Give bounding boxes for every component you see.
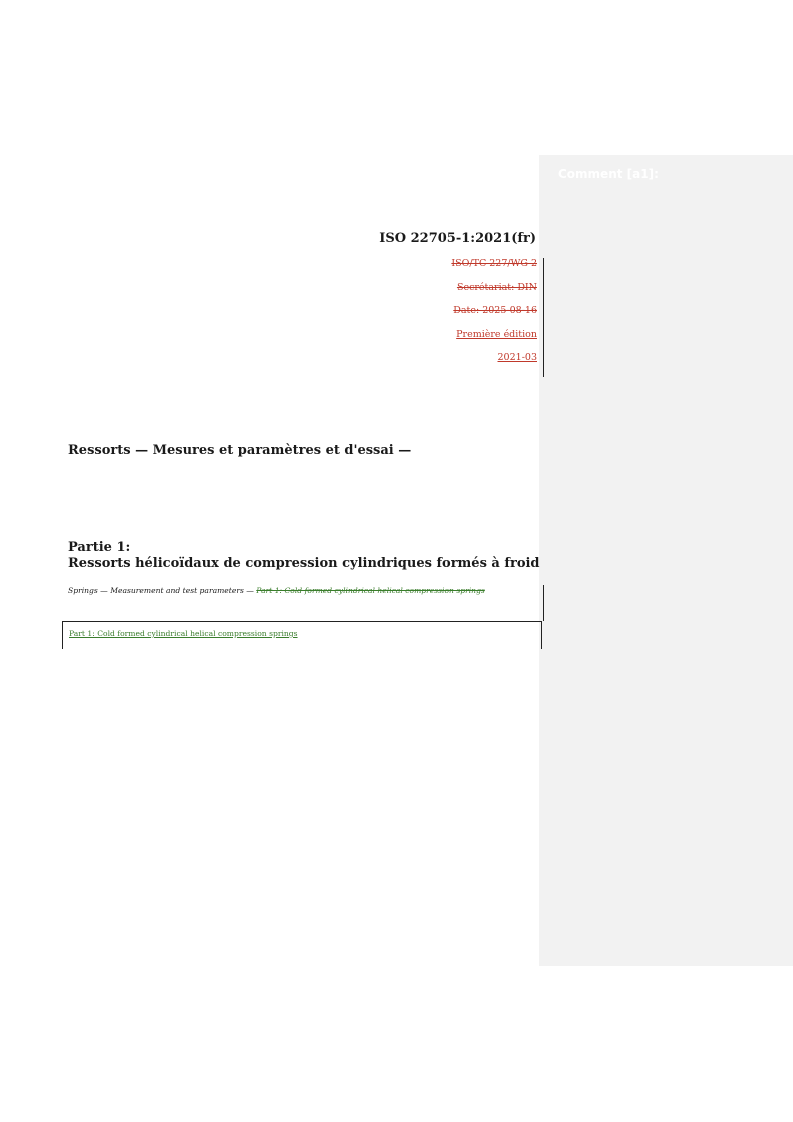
english-title-inserted: Part 1: Cold formed cylindrical helical compression springs xyxy=(69,629,298,638)
meta-secretariat: Secrétariat: DIN xyxy=(456,281,537,293)
comment-header: Comment [a1]: xyxy=(558,167,659,181)
meta-committee: ISO/TC 227/WG 2 xyxy=(451,258,537,269)
change-bar-meta xyxy=(543,258,544,377)
change-bar-title xyxy=(543,585,544,621)
part-number: Partie 1: xyxy=(68,540,131,555)
comment-pane xyxy=(539,155,793,966)
part-title-text: Ressorts hélicoïdaux de compression cylindriques formés à froid xyxy=(68,556,540,571)
inserted-part-box xyxy=(62,621,542,649)
meta-date: Date: 2025-08-16 xyxy=(453,305,537,316)
part-title xyxy=(68,540,540,572)
english-title-deleted: Part 1: Cold formed cylindrical helical compression springs xyxy=(256,586,485,595)
meta-edition: Première édition xyxy=(456,328,537,340)
english-title-prefix: Springs — Measurement and test parameters — xyxy=(68,586,254,595)
document-identifier: ISO 22705-1:2021(fr) xyxy=(379,231,536,246)
meta-publication-date: 2021-03 xyxy=(497,352,537,363)
english-title xyxy=(68,586,530,596)
main-title: Ressorts — Mesures et paramètres et d'essai — xyxy=(68,443,412,458)
document-meta xyxy=(400,258,537,376)
